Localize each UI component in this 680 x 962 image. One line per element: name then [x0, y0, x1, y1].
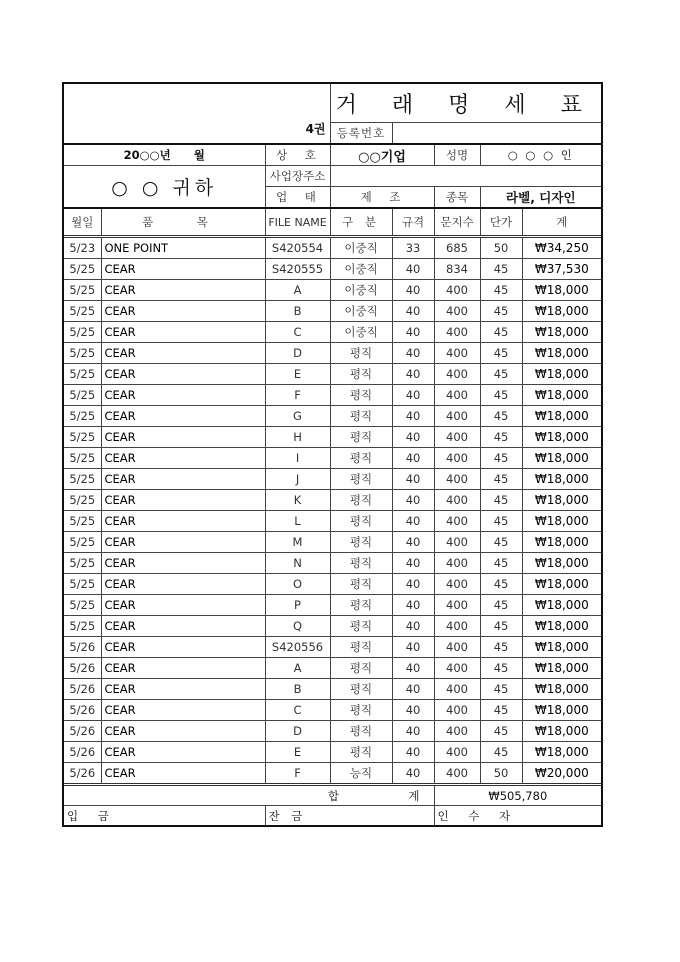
cell-weave-type: 평직	[330, 679, 392, 700]
cell-line-total: ₩18,000	[522, 553, 601, 574]
cell-item-name: CEAR	[101, 385, 265, 406]
cell-sheet-count: 400	[434, 469, 480, 490]
cell-spec: 40	[392, 364, 434, 385]
cell-line-total: ₩18,000	[522, 595, 601, 616]
cell-file-name: D	[265, 721, 330, 742]
cell-item-name: CEAR	[101, 364, 265, 385]
cell-unit-price: 45	[480, 448, 522, 469]
cell-spec: 40	[392, 385, 434, 406]
cell-sheet-count: 400	[434, 763, 480, 785]
cell-line-total: ₩18,000	[522, 490, 601, 511]
cell-weave-type: 평직	[330, 406, 392, 427]
cell-line-total: ₩18,000	[522, 679, 601, 700]
cell-sheet-count: 400	[434, 448, 480, 469]
cell-date: 5/25	[64, 595, 101, 616]
cell-file-name: D	[265, 343, 330, 364]
cell-sheet-count: 400	[434, 406, 480, 427]
table-row	[64, 237, 601, 259]
cell-date: 5/25	[64, 448, 101, 469]
cell-date: 5/25	[64, 280, 101, 301]
category-label: 종목	[434, 187, 480, 209]
cell-item-name: CEAR	[101, 406, 265, 427]
cell-item-name: CEAR	[101, 448, 265, 469]
cell-line-total: ₩18,000	[522, 280, 601, 301]
cell-sheet-count: 400	[434, 490, 480, 511]
cell-sheet-count: 400	[434, 595, 480, 616]
cell-date: 5/25	[64, 322, 101, 343]
name-label: 성명	[434, 144, 480, 166]
cell-line-total: ₩18,000	[522, 427, 601, 448]
cell-line-total: ₩18,000	[522, 532, 601, 553]
cell-unit-price: 45	[480, 469, 522, 490]
cell-spec: 40	[392, 448, 434, 469]
cell-item-name: CEAR	[101, 763, 265, 785]
cell-item-name: CEAR	[101, 511, 265, 532]
cell-date: 5/26	[64, 658, 101, 679]
transaction-statement	[62, 82, 603, 827]
cell-unit-price: 45	[480, 280, 522, 301]
cell-line-total: ₩37,530	[522, 259, 601, 280]
cell-item-name: ONE POINT	[101, 237, 265, 259]
cell-spec: 40	[392, 343, 434, 364]
cell-spec: 40	[392, 658, 434, 679]
cell-file-name: O	[265, 574, 330, 595]
cell-weave-type: 평직	[330, 637, 392, 658]
col-header-date: 월일	[64, 208, 101, 237]
cell-line-total: ₩34,250	[522, 237, 601, 259]
cell-line-total: ₩18,000	[522, 406, 601, 427]
cell-line-total: ₩18,000	[522, 322, 601, 343]
cell-date: 5/25	[64, 511, 101, 532]
cell-unit-price: 45	[480, 721, 522, 742]
document-title: 거 래 명 세 표	[330, 84, 601, 123]
cell-item-name: CEAR	[101, 532, 265, 553]
table-row	[64, 532, 601, 553]
cell-file-name: B	[265, 679, 330, 700]
line-items	[64, 237, 601, 785]
cell-weave-type: 평직	[330, 700, 392, 721]
cell-weave-type: 평직	[330, 595, 392, 616]
cell-date: 5/25	[64, 574, 101, 595]
col-header-type: 구 분	[330, 208, 392, 237]
address-value[interactable]	[330, 166, 601, 187]
cell-file-name: I	[265, 448, 330, 469]
reg-no-value[interactable]	[392, 123, 601, 145]
cell-weave-type: 평직	[330, 385, 392, 406]
cell-item-name: CEAR	[101, 721, 265, 742]
address-label: 사업장주소	[265, 166, 330, 187]
cell-file-name: M	[265, 532, 330, 553]
cell-file-name: A	[265, 658, 330, 679]
cell-date: 5/26	[64, 721, 101, 742]
statement-table	[64, 84, 601, 825]
cell-file-name: N	[265, 553, 330, 574]
cell-item-name: CEAR	[101, 742, 265, 763]
cell-item-name: CEAR	[101, 553, 265, 574]
cell-line-total: ₩18,000	[522, 343, 601, 364]
cell-unit-price: 45	[480, 490, 522, 511]
cell-unit-price: 45	[480, 532, 522, 553]
col-header-total: 계	[522, 208, 601, 237]
cell-unit-price: 45	[480, 427, 522, 448]
cell-spec: 40	[392, 406, 434, 427]
cell-file-name: J	[265, 469, 330, 490]
cell-file-name: L	[265, 511, 330, 532]
cell-spec: 33	[392, 237, 434, 259]
cell-line-total: ₩20,000	[522, 763, 601, 785]
cell-unit-price: 45	[480, 364, 522, 385]
cell-sheet-count: 400	[434, 364, 480, 385]
cell-sheet-count: 400	[434, 343, 480, 364]
cell-line-total: ₩18,000	[522, 616, 601, 637]
table-row	[64, 616, 601, 637]
receiver-label: 인 수 자	[434, 806, 601, 826]
table-row	[64, 679, 601, 700]
cell-weave-type: 평직	[330, 742, 392, 763]
cell-file-name: E	[265, 742, 330, 763]
cell-date: 5/25	[64, 343, 101, 364]
cell-weave-type: 능직	[330, 763, 392, 785]
cell-date: 5/25	[64, 364, 101, 385]
cell-spec: 40	[392, 679, 434, 700]
cell-sheet-count: 400	[434, 658, 480, 679]
recipient-label: ○ ○ 귀하	[64, 166, 265, 209]
cell-unit-price: 45	[480, 511, 522, 532]
cell-item-name: CEAR	[101, 469, 265, 490]
cell-sheet-count: 400	[434, 721, 480, 742]
cell-weave-type: 평직	[330, 532, 392, 553]
cell-unit-price: 45	[480, 595, 522, 616]
cell-spec: 40	[392, 469, 434, 490]
volume-label: 4권	[64, 84, 330, 144]
cell-date: 5/26	[64, 700, 101, 721]
reg-no-label: 등록번호	[330, 123, 392, 145]
cell-sheet-count: 400	[434, 637, 480, 658]
cell-weave-type: 평직	[330, 721, 392, 742]
cell-unit-price: 45	[480, 616, 522, 637]
cell-unit-price: 45	[480, 679, 522, 700]
table-row	[64, 343, 601, 364]
table-row	[64, 469, 601, 490]
cell-sheet-count: 400	[434, 322, 480, 343]
cell-date: 5/25	[64, 553, 101, 574]
table-row	[64, 700, 601, 721]
cell-unit-price: 50	[480, 763, 522, 785]
cell-spec: 40	[392, 637, 434, 658]
name-value: ○ ○ ○ 인	[480, 144, 601, 166]
balance-label: 잔 금	[265, 806, 434, 826]
cell-sheet-count: 400	[434, 679, 480, 700]
cell-spec: 40	[392, 553, 434, 574]
cell-weave-type: 평직	[330, 490, 392, 511]
cell-file-name: P	[265, 595, 330, 616]
cell-spec: 40	[392, 301, 434, 322]
table-row	[64, 763, 601, 785]
cell-item-name: CEAR	[101, 427, 265, 448]
cell-date: 5/25	[64, 385, 101, 406]
cell-sheet-count: 400	[434, 511, 480, 532]
cell-spec: 40	[392, 532, 434, 553]
cell-unit-price: 45	[480, 742, 522, 763]
cell-spec: 40	[392, 259, 434, 280]
cell-sheet-count: 685	[434, 237, 480, 259]
cell-spec: 40	[392, 595, 434, 616]
business-type-label: 업 태	[265, 187, 330, 209]
cell-unit-price: 45	[480, 406, 522, 427]
cell-date: 5/26	[64, 742, 101, 763]
cell-date: 5/25	[64, 259, 101, 280]
cell-unit-price: 45	[480, 343, 522, 364]
cell-file-name: C	[265, 700, 330, 721]
cell-line-total: ₩18,000	[522, 448, 601, 469]
cell-line-total: ₩18,000	[522, 700, 601, 721]
cell-date: 5/25	[64, 427, 101, 448]
cell-weave-type: 평직	[330, 511, 392, 532]
cell-sheet-count: 400	[434, 616, 480, 637]
table-row	[64, 427, 601, 448]
sum-value: ₩505,780	[434, 785, 601, 806]
cell-line-total: ₩18,000	[522, 574, 601, 595]
table-row	[64, 322, 601, 343]
cell-spec: 40	[392, 616, 434, 637]
cell-file-name: G	[265, 406, 330, 427]
cell-date: 5/25	[64, 532, 101, 553]
cell-line-total: ₩18,000	[522, 301, 601, 322]
cell-sheet-count: 400	[434, 700, 480, 721]
deposit-label: 입 금	[64, 806, 265, 826]
cell-line-total: ₩18,000	[522, 364, 601, 385]
table-row	[64, 574, 601, 595]
cell-item-name: CEAR	[101, 658, 265, 679]
cell-unit-price: 45	[480, 385, 522, 406]
table-row	[64, 364, 601, 385]
table-row	[64, 637, 601, 658]
cell-item-name: CEAR	[101, 259, 265, 280]
table-row	[64, 721, 601, 742]
cell-line-total: ₩18,000	[522, 721, 601, 742]
cell-unit-price: 45	[480, 637, 522, 658]
company-value: ○○기업	[330, 144, 434, 166]
cell-file-name: K	[265, 490, 330, 511]
cell-unit-price: 45	[480, 553, 522, 574]
cell-spec: 40	[392, 763, 434, 785]
cell-file-name: F	[265, 763, 330, 785]
col-header-item: 품 목	[101, 208, 265, 237]
cell-spec: 40	[392, 700, 434, 721]
cell-date: 5/25	[64, 301, 101, 322]
table-row	[64, 385, 601, 406]
cell-item-name: CEAR	[101, 616, 265, 637]
cell-spec: 40	[392, 427, 434, 448]
date-line: 20○○년 월	[64, 144, 265, 166]
business-type-value: 제 조	[330, 187, 434, 209]
cell-sheet-count: 834	[434, 259, 480, 280]
table-row	[64, 406, 601, 427]
cell-item-name: CEAR	[101, 490, 265, 511]
cell-file-name: C	[265, 322, 330, 343]
cell-line-total: ₩18,000	[522, 385, 601, 406]
cell-line-total: ₩18,000	[522, 658, 601, 679]
cell-file-name: F	[265, 385, 330, 406]
cell-line-total: ₩18,000	[522, 469, 601, 490]
cell-unit-price: 45	[480, 301, 522, 322]
cell-weave-type: 평직	[330, 343, 392, 364]
cell-weave-type: 평직	[330, 469, 392, 490]
cell-line-total: ₩18,000	[522, 511, 601, 532]
cell-item-name: CEAR	[101, 637, 265, 658]
cell-item-name: CEAR	[101, 679, 265, 700]
table-row	[64, 595, 601, 616]
table-row	[64, 301, 601, 322]
cell-spec: 40	[392, 490, 434, 511]
table-row	[64, 742, 601, 763]
cell-item-name: CEAR	[101, 343, 265, 364]
cell-date: 5/23	[64, 237, 101, 259]
col-header-count: 문지수	[434, 208, 480, 237]
cell-weave-type: 평직	[330, 448, 392, 469]
table-row	[64, 448, 601, 469]
cell-line-total: ₩18,000	[522, 742, 601, 763]
cell-weave-type: 평직	[330, 427, 392, 448]
cell-file-name: S420555	[265, 259, 330, 280]
cell-weave-type: 평직	[330, 616, 392, 637]
cell-item-name: CEAR	[101, 700, 265, 721]
cell-file-name: H	[265, 427, 330, 448]
cell-date: 5/26	[64, 679, 101, 700]
cell-weave-type: 평직	[330, 574, 392, 595]
cell-sheet-count: 400	[434, 574, 480, 595]
cell-date: 5/25	[64, 490, 101, 511]
table-row	[64, 259, 601, 280]
cell-sheet-count: 400	[434, 301, 480, 322]
cell-item-name: CEAR	[101, 595, 265, 616]
cell-sheet-count: 400	[434, 553, 480, 574]
cell-date: 5/25	[64, 616, 101, 637]
cell-date: 5/26	[64, 637, 101, 658]
cell-weave-type: 이중직	[330, 259, 392, 280]
cell-spec: 40	[392, 721, 434, 742]
cell-weave-type: 평직	[330, 364, 392, 385]
cell-file-name: Q	[265, 616, 330, 637]
cell-line-total: ₩18,000	[522, 637, 601, 658]
cell-file-name: B	[265, 301, 330, 322]
col-header-price: 단가	[480, 208, 522, 237]
cell-spec: 40	[392, 322, 434, 343]
cell-sheet-count: 400	[434, 280, 480, 301]
cell-date: 5/25	[64, 469, 101, 490]
cell-spec: 40	[392, 511, 434, 532]
cell-sheet-count: 400	[434, 532, 480, 553]
cell-weave-type: 이중직	[330, 322, 392, 343]
table-row	[64, 658, 601, 679]
cell-file-name: S420554	[265, 237, 330, 259]
cell-sheet-count: 400	[434, 427, 480, 448]
cell-weave-type: 이중직	[330, 301, 392, 322]
cell-weave-type: 이중직	[330, 237, 392, 259]
cell-item-name: CEAR	[101, 280, 265, 301]
col-header-spec: 규격	[392, 208, 434, 237]
table-row	[64, 511, 601, 532]
cell-spec: 40	[392, 280, 434, 301]
cell-date: 5/26	[64, 763, 101, 785]
cell-unit-price: 45	[480, 700, 522, 721]
cell-spec: 40	[392, 742, 434, 763]
company-label: 상 호	[265, 144, 330, 166]
col-header-file: FILE NAME	[265, 208, 330, 237]
cell-weave-type: 이중직	[330, 280, 392, 301]
cell-item-name: CEAR	[101, 322, 265, 343]
cell-unit-price: 45	[480, 322, 522, 343]
cell-date: 5/25	[64, 406, 101, 427]
cell-file-name: A	[265, 280, 330, 301]
cell-item-name: CEAR	[101, 301, 265, 322]
cell-item-name: CEAR	[101, 574, 265, 595]
table-row	[64, 280, 601, 301]
cell-unit-price: 45	[480, 574, 522, 595]
cell-spec: 40	[392, 574, 434, 595]
cell-file-name: E	[265, 364, 330, 385]
cell-weave-type: 평직	[330, 553, 392, 574]
cell-weave-type: 평직	[330, 658, 392, 679]
cell-unit-price: 45	[480, 658, 522, 679]
category-value: 라벨, 디자인	[480, 187, 601, 209]
table-row	[64, 490, 601, 511]
table-row	[64, 553, 601, 574]
cell-sheet-count: 400	[434, 385, 480, 406]
cell-sheet-count: 400	[434, 742, 480, 763]
sum-label: 합 계	[64, 785, 434, 806]
cell-file-name: S420556	[265, 637, 330, 658]
cell-unit-price: 50	[480, 237, 522, 259]
cell-unit-price: 45	[480, 259, 522, 280]
